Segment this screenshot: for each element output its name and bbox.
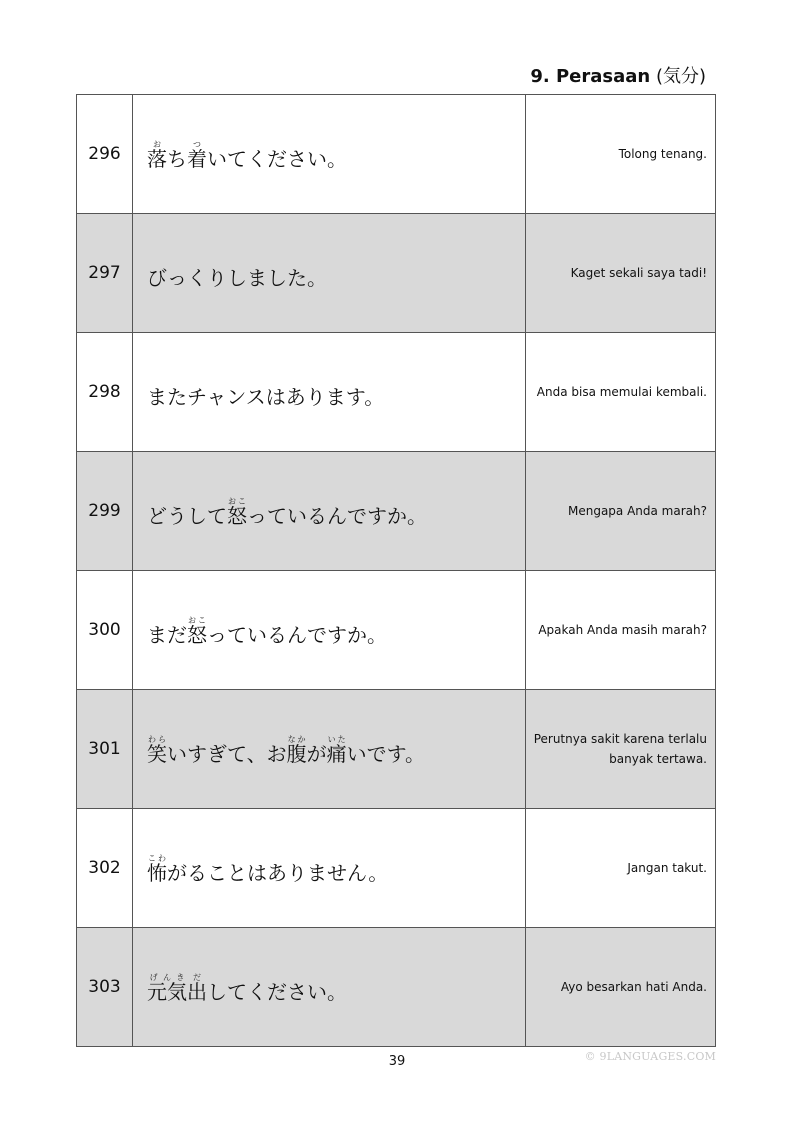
furigana-word: 痛いた	[326, 734, 347, 766]
furigana-word: 怒おこ	[187, 615, 207, 647]
section-title-japanese: (気分)	[655, 66, 706, 87]
table-row	[77, 452, 716, 571]
indonesian-translation: Perutnya sakit karena terlalu banyak tertawa.	[526, 690, 716, 809]
furigana-word: 怒おこ	[227, 496, 247, 528]
japanese-phrase: 笑わらいすぎて、お腹なかが痛いたいです。	[133, 690, 526, 809]
table-row	[77, 95, 716, 214]
phrase-number: 303	[77, 928, 133, 1047]
table-row	[77, 214, 716, 333]
furigana-word: 腹なか	[286, 734, 307, 766]
indonesian-translation: Ayo besarkan hati Anda.	[526, 928, 716, 1047]
table-row	[77, 809, 716, 928]
section-title: 9. Perasaan	[530, 66, 651, 87]
indonesian-translation: Anda bisa memulai kembali.	[526, 333, 716, 452]
phrase-table	[76, 94, 716, 1047]
indonesian-translation: Jangan takut.	[526, 809, 716, 928]
table-row	[77, 333, 716, 452]
furigana-word: 落お	[147, 139, 167, 171]
watermark: © 9LANGUAGES.COM	[584, 1050, 716, 1063]
furigana-word: 元気げんき	[147, 972, 187, 1004]
furigana-word: 着つ	[187, 139, 207, 171]
phrase-number: 297	[77, 214, 133, 333]
phrase-number: 302	[77, 809, 133, 928]
phrase-number: 299	[77, 452, 133, 571]
indonesian-translation: Apakah Anda masih marah?	[526, 571, 716, 690]
japanese-phrase: 落おち着ついてください。	[133, 95, 526, 214]
phrase-number: 298	[77, 333, 133, 452]
furigana-word: 出だ	[187, 972, 207, 1004]
furigana-word: 怖こわ	[147, 853, 167, 885]
japanese-phrase: またチャンスはあります。	[133, 333, 526, 452]
table-row	[77, 928, 716, 1047]
indonesian-translation: Kaget sekali saya tadi!	[526, 214, 716, 333]
phrase-number: 300	[77, 571, 133, 690]
page-header	[530, 62, 706, 88]
furigana-word: 笑わら	[147, 734, 167, 766]
indonesian-translation: Tolong tenang.	[526, 95, 716, 214]
phrase-number: 296	[77, 95, 133, 214]
japanese-phrase: びっくりしました。	[133, 214, 526, 333]
japanese-phrase: どうして怒おこっているんですか。	[133, 452, 526, 571]
japanese-phrase: まだ怒おこっているんですか。	[133, 571, 526, 690]
page-number: 39	[388, 1054, 406, 1069]
table-row	[77, 690, 716, 809]
phrase-number: 301	[77, 690, 133, 809]
table-row	[77, 571, 716, 690]
japanese-phrase: 元気げんき出だしてください。	[133, 928, 526, 1047]
indonesian-translation: Mengapa Anda marah?	[526, 452, 716, 571]
japanese-phrase: 怖こわがることはありません。	[133, 809, 526, 928]
